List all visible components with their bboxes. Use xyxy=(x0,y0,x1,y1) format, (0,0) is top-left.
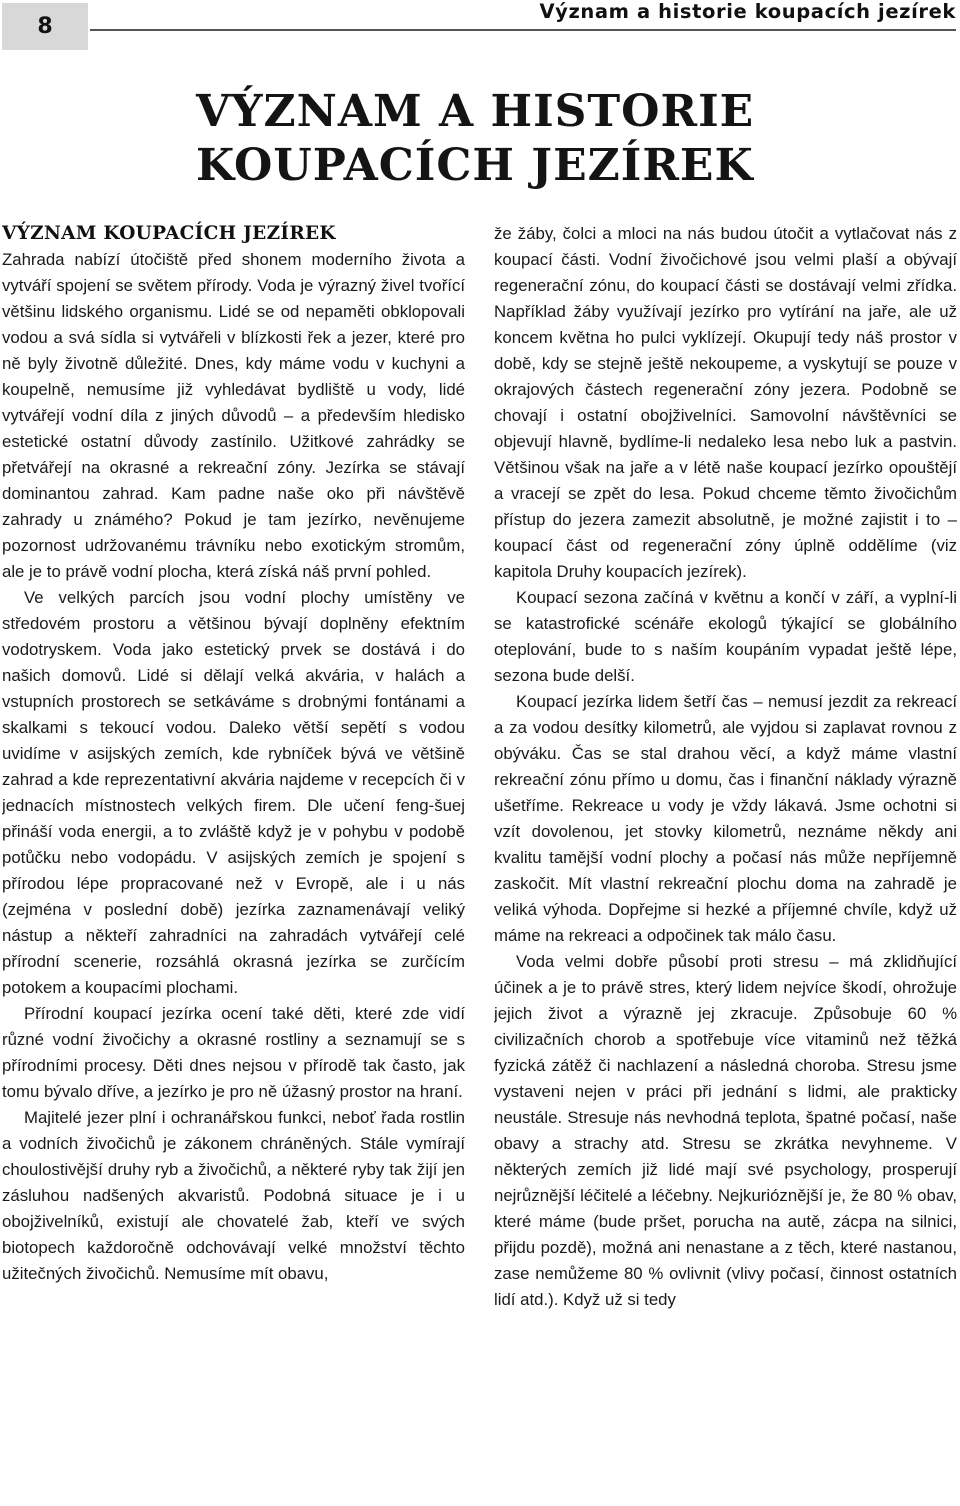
paragraph: že žáby, čolci a mloci na nás budou útočit a vytlačovat nás z koupací části. Vodní živočichové jsou velmi plaší a obývají regenerační zónu, do koupací části se dostávají velmi zřídka. Například žáby využívají jezírko pro vytírání na jaře, ale už koncem května ho pulci vyklízejí. Okupují tedy náš prostor v době, kdy se stejně ještě nekoupeme, a vyskytují se pouze v okrajových částech regenerační zóny jezera. Podobně se chovají i ostatní obojživelníci. Samovolní návštěvníci se objevují hlavně, bydlíme-li nedaleko lesa nebo luk a pastvin. Většinou však na jaře a v létě naše koupací jezírko opouštějí a vracejí se zpět do lesa. Pokud chceme těmto živočichům přístup do jezera zamezit absolutně, je možné zajistit i to – koupací část od regenerační zóny úplně oddělíme (viz kapitola Druhy koupacích jezírek). xyxy=(494,224,957,581)
page-title-line-2: KOUPACÍCH JEZÍREK xyxy=(196,140,754,191)
page-number: 8 xyxy=(37,14,53,39)
paragraph: Koupací sezona začíná v květnu a končí v září, a vyplní-li se katastrofické scénáře ekologů týkající se globálního oteplování, bude to s naším koupáním vypadat ještě lépe, sezona bude delší. xyxy=(494,588,957,685)
paragraph: Voda velmi dobře působí proti stresu – má zklidňující účinek a je to právě stres, který lidem nejvíce škodí, ohrožuje jejich život a výrazně jej zkracuje. Způsobuje 60 % civilizačních chorob a spotřebuje více vitaminů než těžká fyzická zátěž či nachlazení a následná choroba. Stresu jsme vystaveni nejen v práci při jednání s lidmi, ale prakticky neustále. Stresuje nás nevhodná teplota, špatné počasí, naše obavy a strachy atd. Stresu se zkrátka nevyhneme. V některých zemích již lidé mají své psychology, prosperují nejrůznější léčitelé a léčebny. Nejkurióznější je, že 80 % obav, které máme (bude pršet, porucha na autě, zácpa na silnici, přijdu pozdě), možná ani nenastane a z těch, které nastanou, zase nemůžeme 80 % ovlivnit (vlivy počasí, činnost ostatních lidí atd.). Když už si tedy xyxy=(494,952,957,1309)
paragraph: Koupací jezírka lidem šetří čas – nemusí jezdit za rekreací a za vodou desítky kilometrů, ale vyjdou si zaplavat rovnou z obýváku. Čas se stal drahou věcí, a když máme vlastní rekreační zónu přímo u domu, čas i finanční náklady výrazně ušetříme. Rekreace u vody je vždy lákavá. Jsme ochotni si vzít dovolenou, jet stovky kilometrů, neznáme někdy ani kvalitu tamější vodní plochy a počasí nás může nepříjemně zaskočit. Mít vlastní rekreační plochu doma na zahradě je veliká výhoda. Dopřejme si hezké a příjemné chvíle, když už máme na rekreaci a odpočinek tak málo času. xyxy=(494,692,957,945)
page-title xyxy=(196,85,916,193)
paragraph: Přírodní koupací jezírka ocení také děti, které zde vidí různé vodní živočichy a okrasné rostliny a seznamují se s přírodními procesy. Děti dnes nejsou v přírodě tak často, jak tomu bývalo dříve, a jezírko je pro ně úžasný prostor na hraní. xyxy=(2,1004,465,1101)
page-title-line-1: VÝZNAM A HISTORIE xyxy=(196,86,755,137)
paragraph: Ve velkých parcích jsou vodní plochy umístěny ve středovém prostoru a většinou bývají doplněny efektním vodotryskem. Voda jako estetický prvek se dostává i do našich domovů. Lidé si dělají velká akvária, v halách a vstupních prostorech se setkáváme s drobnými fontánami a skalkami s tekoucí vodou. Daleko větší sepětí s vodou uvidíme v asijských zemích, kde rybníček bývá ve většině zahrad a kde reprezentativní akvária najdeme v recepcích či v jednacích místnostech velkých firem. Dle učení feng-šuej přináší voda energii, a to zvláště když je v pohybu v podobě potůčku nebo vodopádu. V asijských zemích je spojení s přírodou lépe propracované než v Evropě, ale i u nás (zejména v poslední době) jezírka zaznamenávají veliký nástup a někteří zahradníci na zahradách vytvářejí celé přírodní scenerie, rozsáhlá okrasná jezírka se zurčícím potokem a koupacími plochami. xyxy=(2,588,465,997)
right-column xyxy=(494,221,957,1506)
section-heading: VÝZNAM KOUPACÍCH JEZÍREK xyxy=(2,223,336,244)
running-header-title: Význam a historie koupacích jezírek xyxy=(539,0,956,23)
left-column xyxy=(2,221,465,1506)
header-rule xyxy=(90,29,956,31)
paragraph: Majitelé jezer plní i ochranářskou funkci, neboť řada rostlin a vodních živočichů je zákonem chráněných. Stále vymírají choulostivější druhy ryb a živočichů, a některé ryby tak žijí jen zásluhou nadšených akvaristů. Podobná situace je i u obojživelníků, existují ale chovatelé žab, kteří ve svých biotopech každoročně odchovávají velké množství těchto užitečných živočichů. Nemusíme mít obavu, xyxy=(2,1108,465,1283)
paragraph: Zahrada nabízí útočiště před shonem moderního života a vytváří spojení se světem přírody. Voda je výrazný živel tvořící většinu lidského organismu. Lidé se od nepaměti obklopovali vodou a svá sídla si vytvářeli v blízkosti řek a jezer, které pro ně byly životně důležité. Dnes, kdy máme vodu v kuchyni a koupelně, nemusíme již vyhledávat bydliště u vody, lidé vytvářejí vodní díla z jiných důvodů – a především hledisko estetické ostatní důvody zastínilo. Užitkové zahrádky se přetvářejí na okrasné a rekreační zóny. Jezírka se stávají dominantou zahrad. Kam padne naše oko při návštěvě zahrady u známého? Pokud je tam jezírko, nevěnujeme pozornost udržovanému trávníku nebo exotickým stromům, ale je to právě vodní plocha, která získá náš první pohled. xyxy=(2,250,465,581)
page-number-box xyxy=(2,3,88,50)
